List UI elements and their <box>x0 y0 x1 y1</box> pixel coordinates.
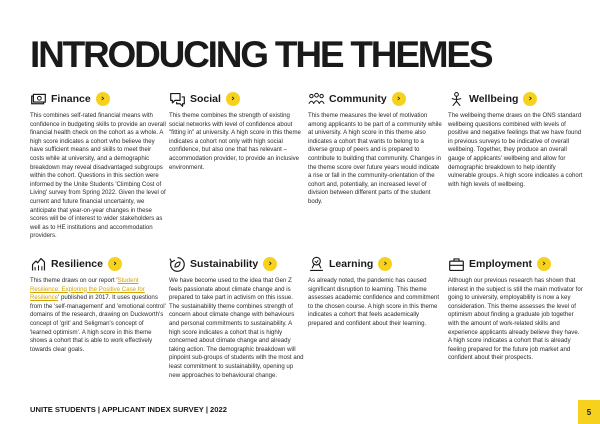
theme-description: This theme combines the strength of existing social networks with level of confidence about "fitting in" at university. A high score in this theme indicates a cohort not only with high social confidence, but also one that has relevant – accommodation provider, to provide an inclusive environment. <box>169 112 301 171</box>
footer-title: UNITE STUDENTS | APPLICANT INDEX SURVEY | 2022 <box>30 405 227 414</box>
theme-title: Resilience <box>51 258 103 270</box>
theme-wellbeing <box>448 90 584 189</box>
chevron-right-icon[interactable]: › <box>108 257 122 271</box>
page-title: INTRODUCING THE THEMES <box>30 34 492 75</box>
theme-description-end: ' published in 2017. It uses questions from the 'self-management' and 'emotional control' domains of the research, drawing on Duckworth's concept of 'grit' and Seligman's concept of 'learned optimism'. A high score in this theme shows a cohort that is able to work effectively towards clear goals. <box>30 294 166 353</box>
theme-title: Sustainability <box>190 258 259 270</box>
community-icon <box>308 91 325 108</box>
chat-icon <box>169 91 186 108</box>
chevron-right-icon[interactable]: › <box>378 257 392 271</box>
theme-community <box>308 90 444 207</box>
chevron-right-icon[interactable]: › <box>537 257 551 271</box>
theme-employment <box>448 255 584 363</box>
chevron-right-icon[interactable]: › <box>523 92 537 106</box>
theme-description-start: This theme draws on our report ' <box>30 277 118 284</box>
money-icon <box>30 91 47 108</box>
theme-description: The wellbeing theme draws on the ONS standard wellbeing questions combined with levels of positive and negative feelings that we have found in previous surveys to be indicative of overall wellbeing. Together, they produce an overall gauge of applicants' wellbeing and allow for demographic breakdown to help identify vulnerable groups. A high score indicates a cohort with high levels of wellbeing. <box>448 112 583 188</box>
theme-learning <box>308 255 444 329</box>
theme-description: As already noted, the pandemic has caused significant disruption to learning. This theme assesses academic confidence and commitment to the chosen course. A high score in this theme indicates a cohort that feels academically prepared and confident about their learning. <box>308 277 440 327</box>
theme-title: Learning <box>329 258 374 270</box>
theme-title: Community <box>329 93 387 105</box>
sustainability-icon <box>169 256 186 273</box>
theme-description: This combines self-rated financial means with confidence in budgeting skills to provide an overall financial health check on the cohort as a whole. A high score indicates a cohort who believe they have sufficient means and skills to meet their costs while at university, and a demographic breakdown may reveal disadvantaged subgroups within the cohort. Questions in this section were informed by the Unite Students 'Climbing Cost of Living' survey from Spring 2022. Given the level of current and future financial uncertainty, we anticipate that year-on-year changes in these scores will be of interest to wider stakeholders as well as to HE institutions and accommodation providers. <box>30 112 166 240</box>
theme-description: Although our previous research has shown that interest in the subject is still the main motivator for going to university, employability is now a key consideration. This theme assesses the level of optimism about finding a graduate job together with the amount of work-related skills and experience applicants already believe they have. A high score indicates a cohort that is already feeling prepared for the future job market and confident about their prospects. <box>448 277 583 362</box>
theme-finance <box>30 90 166 241</box>
resilience-icon <box>30 256 47 273</box>
chevron-right-icon[interactable]: › <box>96 92 110 106</box>
report-link[interactable]: Student Resilience: Exploring the Positive Case for Resilience <box>30 277 145 302</box>
wellbeing-icon <box>448 91 465 108</box>
theme-title: Employment <box>469 258 533 270</box>
theme-description: We have become used to the idea that Gen Z feels passionate about climate change and is prepared to take part in activism on this issue. The sustainability theme combines strength of concern about climate change with behaviours and personal commitments to sustainability. A high score indicates a cohort that is highly concerned about climate change and already taking action. The demographic breakdown will pinpoint sub-groups of students with the most and least commitment to sustainability, opening up new approaches to behavioural change. <box>169 277 304 379</box>
theme-sustainability <box>169 255 305 380</box>
chevron-right-icon[interactable]: › <box>392 92 406 106</box>
theme-social <box>169 90 305 172</box>
theme-description: This theme measures the level of motivation among applicants to be part of a community while at university. A high score in this theme also indicates a cohort that wants to belong to a diverse group of peers and is prepared to contribute to building that community. Changes in the theme score over future years would indicate a rise or fall in the community-orientation of the cohort and, potentially, an increased level of division between different parts of the student body. <box>308 112 442 205</box>
theme-title: Social <box>190 93 221 105</box>
page-number: 5 <box>578 400 600 424</box>
chevron-right-icon[interactable]: › <box>263 257 277 271</box>
chevron-right-icon[interactable]: › <box>226 92 240 106</box>
employment-icon <box>448 256 465 273</box>
theme-description <box>30 277 166 354</box>
theme-resilience <box>30 255 166 354</box>
theme-title: Wellbeing <box>469 93 519 105</box>
theme-title: Finance <box>51 93 91 105</box>
learning-icon <box>308 256 325 273</box>
